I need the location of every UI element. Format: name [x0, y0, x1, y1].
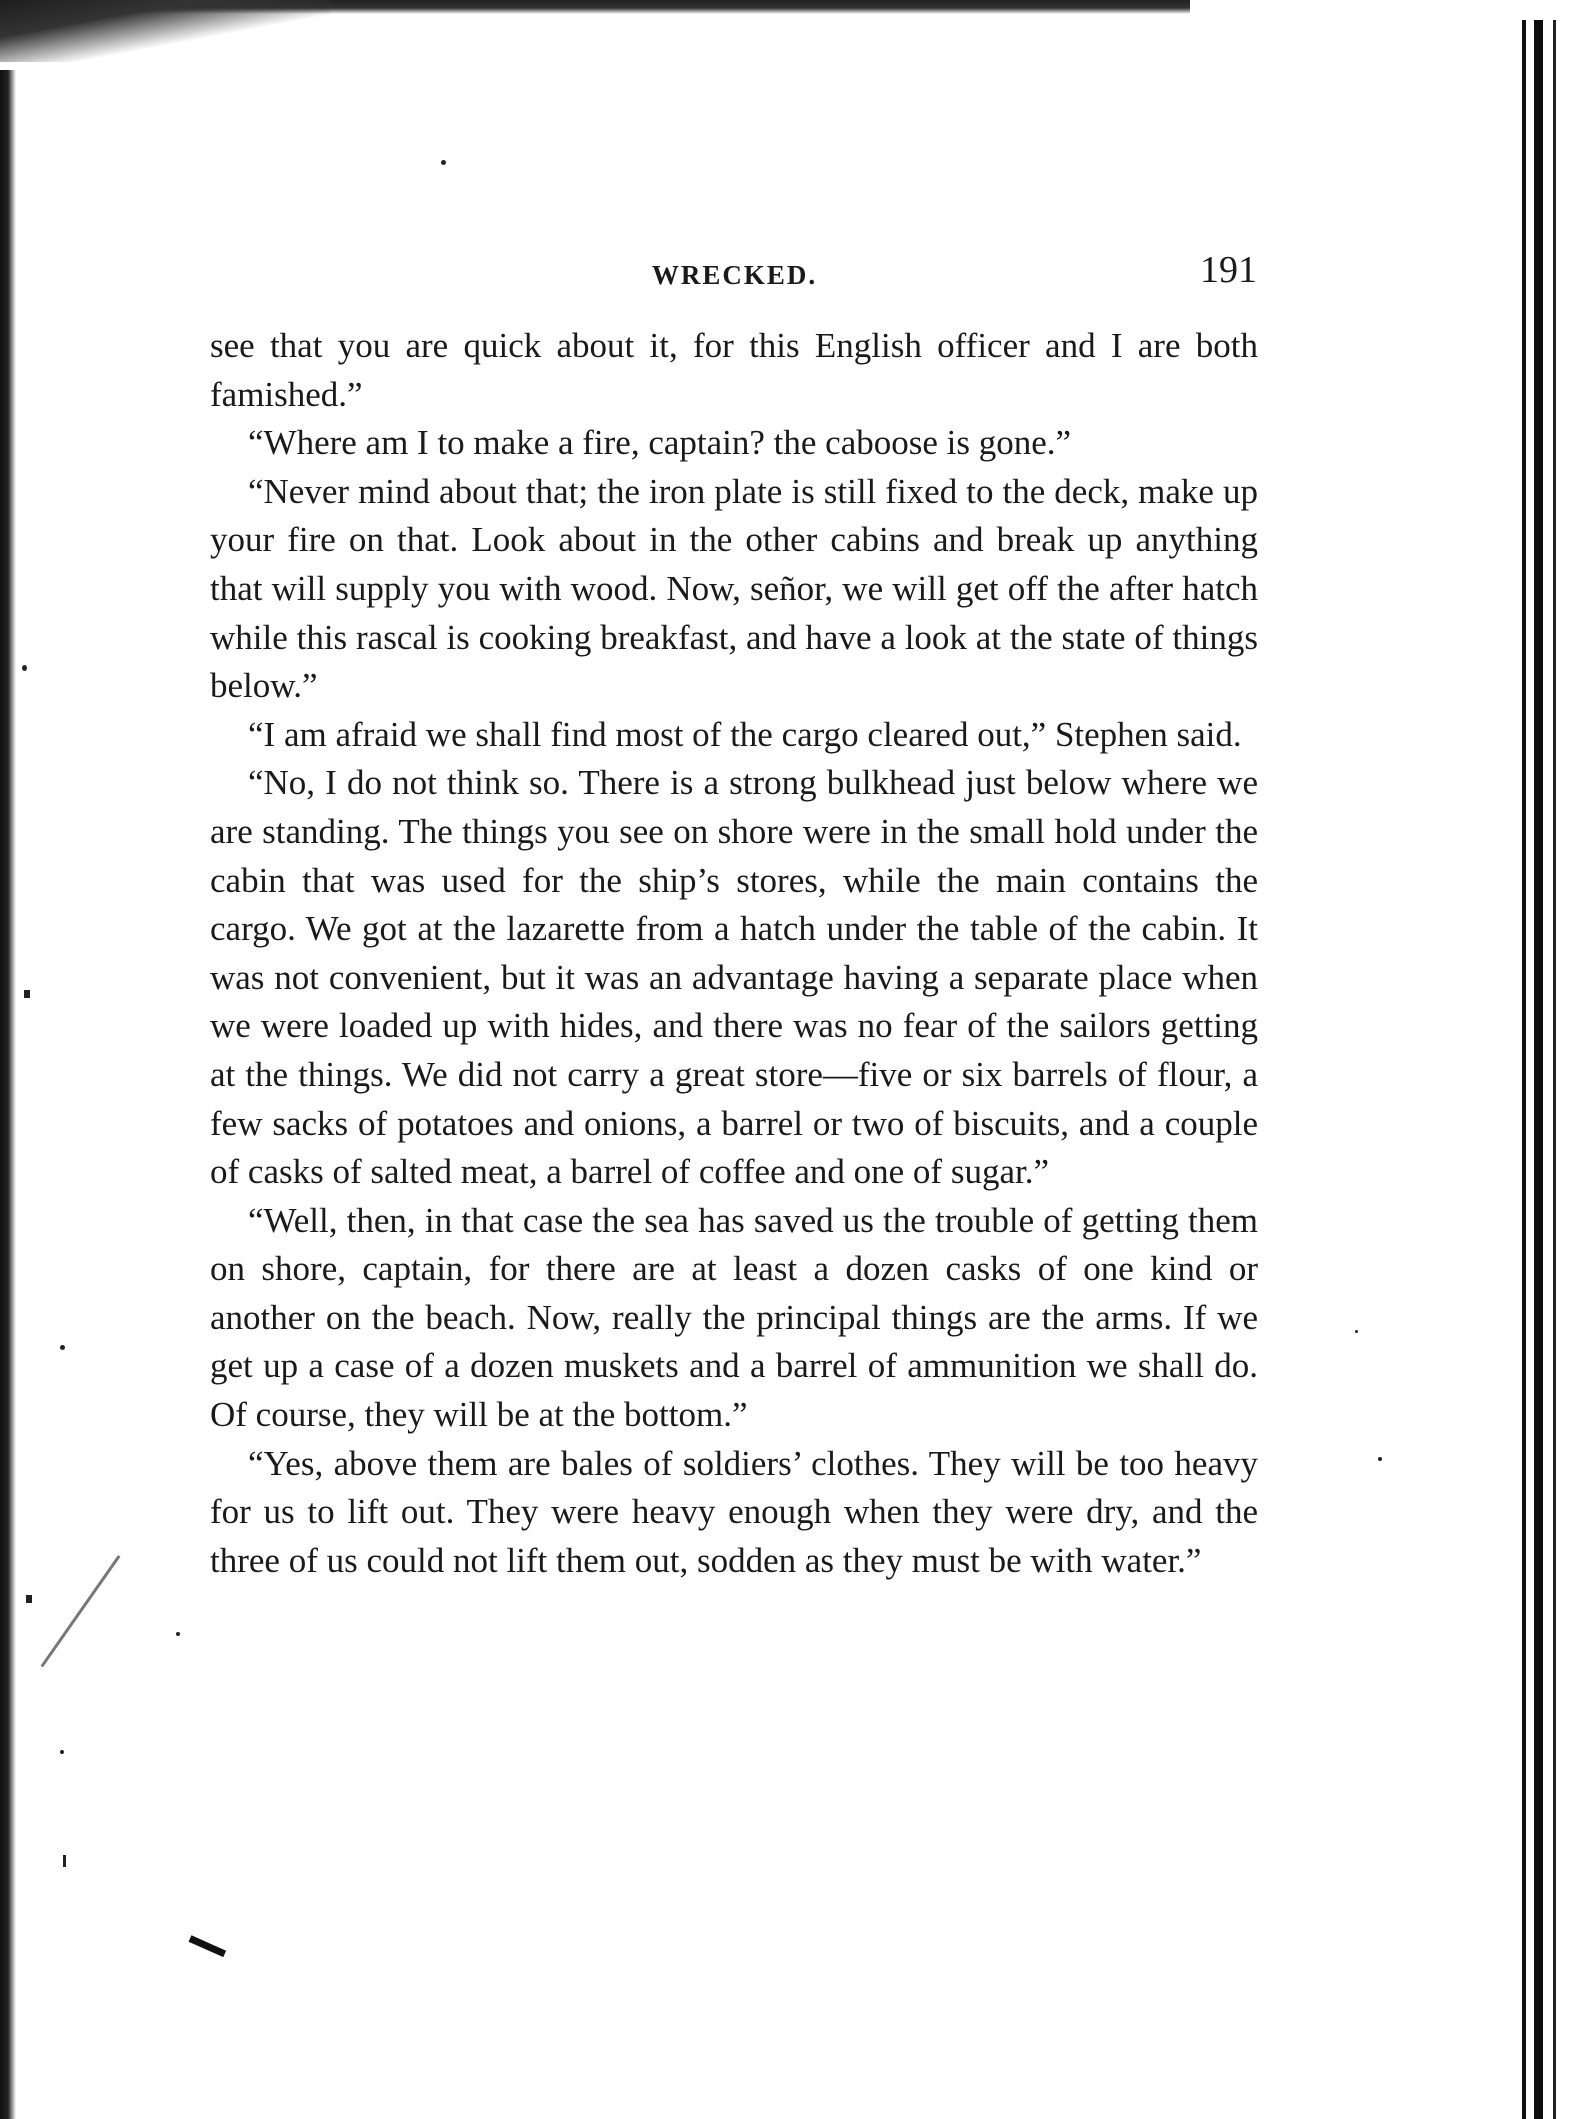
scan-edge-right-line [1522, 20, 1526, 2119]
speck [176, 1632, 180, 1636]
running-title: WRECKED. [651, 260, 818, 290]
speck [22, 665, 27, 671]
paragraph: “I am afraid we shall find most of the cargo cleared out,” Stephen said. [248, 714, 1242, 754]
scan-edge-right-bar [1534, 20, 1543, 2119]
speck [60, 1345, 65, 1350]
paragraph: see that you are quick about it, for this English officer and I are both famished.” [210, 326, 1258, 414]
scan-edge-right-line-outer [1553, 20, 1556, 2119]
speck [1378, 1457, 1382, 1461]
page-number: 191 [1200, 249, 1257, 291]
scan-edge-left [0, 70, 16, 2119]
paragraph: “No, I do not think so. There is a strong bulkhead just below where we are standing. The things you see on shore were in the small hold under the cabin that was used for the ship’s stores, while the main contains the cargo. We got at the lazarette from a hatch under the table of the cabin. It was not convenient, but it was an advantage having a separate place when we were loaded up with hides, and there was no fear of the sailors getting at the things. We did not carry a great store—five or six barrels of flour, a few sacks of potatoes and onions, a barrel or two of biscuits, and a couple of casks of salted meat, a barrel of coffee and one of sugar.” [210, 763, 1258, 1192]
paragraph: “Yes, above them are bales of soldiers’ clothes. They will be too heavy for us to lift out. They were heavy enough when they were dry, and the three of us could not lift them out, sodden as they must be with water.” [210, 1443, 1258, 1580]
page-header [212, 248, 1257, 298]
scan-shadow-corner [0, 0, 330, 62]
speck [26, 1595, 32, 1603]
speck [24, 990, 30, 998]
paragraph: “Where am I to make a fire, captain? the caboose is gone.” [248, 423, 1072, 463]
body-text [210, 322, 1258, 1585]
speck [63, 1855, 66, 1867]
paragraph: “Well, then, in that case the sea has saved us the trouble of getting them on shore, captain, for there are at least a dozen casks of one kind or another on the beach. Now, really the principal things are the arms. If we get up a case of a dozen muskets and a barrel of ammunition we shall do. Of course, they will be at the bottom.” [210, 1200, 1258, 1435]
speck [441, 160, 446, 165]
stray-stroke [41, 1555, 121, 1667]
speck [60, 1750, 64, 1754]
speck [1355, 1330, 1358, 1333]
paragraph: “Never mind about that; the iron plate is still fixed to the deck, make up your fire on that. Look about in the other cabins and break up anything that will supply you with wood. Now, señor, we will get off the after hatch while this rascal is cooking breakfast, and have a look at the state of things below.” [210, 471, 1258, 706]
ink-blot-marker [189, 1935, 227, 1957]
